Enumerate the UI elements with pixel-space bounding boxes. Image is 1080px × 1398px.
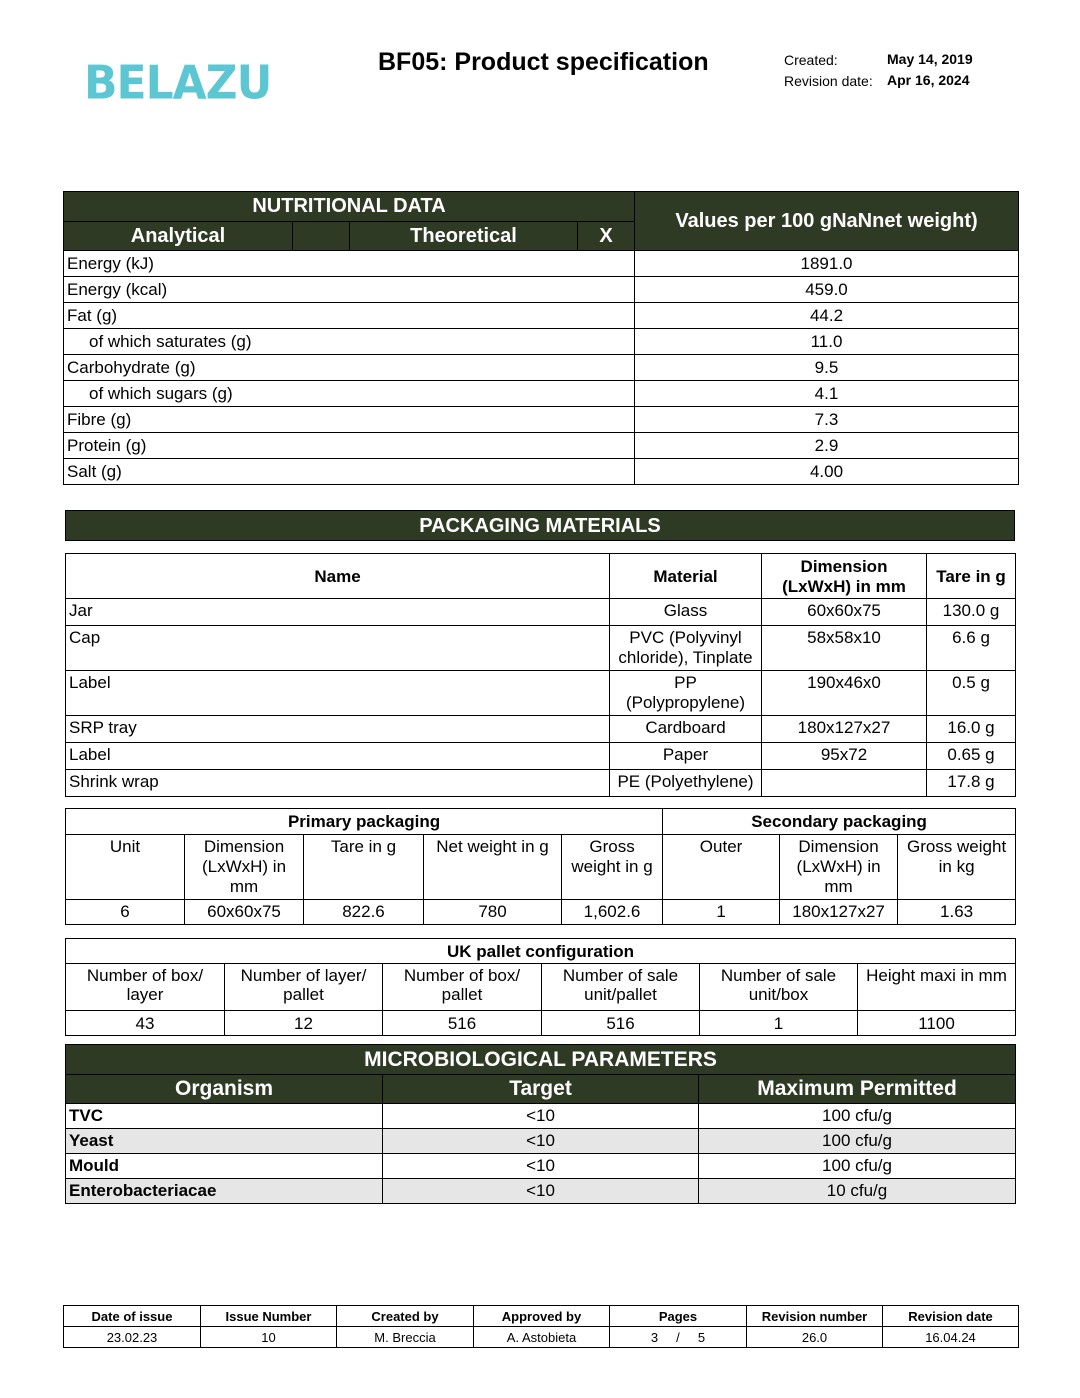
- tare-header: Tare in g: [927, 554, 1016, 599]
- revision-number-header: Revision number: [747, 1306, 883, 1327]
- nutrient-label: Salt (g): [64, 459, 635, 485]
- packaging-material: PE (Polyethylene): [610, 770, 762, 797]
- max-permitted-value: 100 cfu/g: [699, 1104, 1016, 1129]
- boxes-per-layer-value: 43: [66, 1011, 225, 1036]
- nutrient-label: Energy (kJ): [64, 251, 635, 277]
- packaging-name: Label: [66, 671, 610, 716]
- packaging-material: PVC (Polyvinyl chloride), Tinplate: [610, 626, 762, 671]
- analytical-header: Analytical: [64, 222, 293, 251]
- primary-packaging-title: Primary packaging: [66, 809, 663, 835]
- pallet-config-title: UK pallet configuration: [66, 939, 1016, 964]
- target-value: <10: [383, 1179, 699, 1204]
- document-footer-table: [63, 1305, 1019, 1348]
- net-weight-header: Net weight in g: [424, 835, 562, 900]
- organism-name: Mould: [66, 1154, 383, 1179]
- dimension-header: Dimension (LxWxH) in mm: [762, 554, 927, 599]
- max-permitted-value: 100 cfu/g: [699, 1129, 1016, 1154]
- created-by-header: Created by: [337, 1306, 474, 1327]
- revision-date-header: Revision date: [883, 1306, 1019, 1327]
- packaging-material: PP (Polypropylene): [610, 671, 762, 716]
- nutrient-label: Fibre (g): [64, 407, 635, 433]
- theoretical-mark: X: [578, 222, 635, 251]
- max-permitted-header: Maximum Permitted: [699, 1075, 1016, 1104]
- nutrient-label: Energy (kcal): [64, 277, 635, 303]
- packaging-name: Jar: [66, 599, 610, 626]
- packaging-dimension: 190x46x0: [762, 671, 927, 716]
- microbiological-title: MICROBIOLOGICAL PARAMETERS: [66, 1045, 1016, 1075]
- target-value: <10: [383, 1104, 699, 1129]
- nutrition-table: [63, 191, 1019, 485]
- units-per-pallet-value: 516: [542, 1011, 700, 1036]
- packaging-tare: 16.0 g: [927, 716, 1016, 743]
- secondary-dimension-value: 180x127x27: [780, 900, 898, 925]
- max-permitted-value: 100 cfu/g: [699, 1154, 1016, 1179]
- packaging-dimension: 180x127x27: [762, 716, 927, 743]
- revision-date-value: 16.04.24: [883, 1327, 1019, 1348]
- layers-per-pallet-value: 12: [225, 1011, 383, 1036]
- revision-date-value: Apr 16, 2024: [887, 72, 970, 88]
- page-title: BF05: Product specification: [378, 48, 709, 76]
- packaging-dimension: 95x72: [762, 743, 927, 770]
- name-header: Name: [66, 554, 610, 599]
- gross-weight-kg-header: Gross weight in kg: [898, 835, 1016, 900]
- max-height-value: 1100: [858, 1011, 1016, 1036]
- boxes-per-layer-header: Number of box/ layer: [66, 964, 225, 1011]
- packaging-name: Shrink wrap: [66, 770, 610, 797]
- nutrient-label: Protein (g): [64, 433, 635, 459]
- nutrient-label: Carbohydrate (g): [64, 355, 635, 381]
- unit-header: Unit: [66, 835, 185, 900]
- unit-value: 6: [66, 900, 185, 925]
- packaging-name: SRP tray: [66, 716, 610, 743]
- nutrient-value: 459.0: [635, 277, 1019, 303]
- nutrient-value: 1891.0: [635, 251, 1019, 277]
- packaging-tare: 6.6 g: [927, 626, 1016, 671]
- units-per-pallet-header: Number of sale unit/pallet: [542, 964, 700, 1011]
- target-value: <10: [383, 1129, 699, 1154]
- analytical-mark-cell: [293, 222, 350, 251]
- gross-weight-value: 1,602.6: [562, 900, 663, 925]
- material-header: Material: [610, 554, 762, 599]
- date-of-issue-value: 23.02.23: [64, 1327, 201, 1348]
- primary-dimension-value: 60x60x75: [185, 900, 304, 925]
- packaging-tare: 0.5 g: [927, 671, 1016, 716]
- organism-name: TVC: [66, 1104, 383, 1129]
- target-header: Target: [383, 1075, 699, 1104]
- organism-name: Enterobacteriacae: [66, 1179, 383, 1204]
- theoretical-header: Theoretical: [350, 222, 578, 251]
- approved-by-header: Approved by: [474, 1306, 610, 1327]
- outer-value: 1: [663, 900, 780, 925]
- primary-secondary-packaging-table: [65, 808, 1016, 925]
- packaging-name: Label: [66, 743, 610, 770]
- created-by-value: M. Breccia: [337, 1327, 474, 1348]
- nutrient-value: 4.00: [635, 459, 1019, 485]
- packaging-title: PACKAGING MATERIALS: [65, 510, 1015, 541]
- tare-value: 822.6: [304, 900, 424, 925]
- revision-number-value: 26.0: [747, 1327, 883, 1348]
- max-height-header: Height maxi in mm: [858, 964, 1016, 1011]
- primary-dimension-header: Dimension (LxWxH) in mm: [185, 835, 304, 900]
- nutrient-value: 4.1: [635, 381, 1019, 407]
- secondary-dimension-header: Dimension (LxWxH) in mm: [780, 835, 898, 900]
- nutrient-value: 44.2: [635, 303, 1019, 329]
- company-logo: BELAZU: [84, 56, 272, 111]
- nutrient-label: Fat (g): [64, 303, 635, 329]
- target-value: <10: [383, 1154, 699, 1179]
- packaging-name: Cap: [66, 626, 610, 671]
- packaging-tare: 17.8 g: [927, 770, 1016, 797]
- packaging-material: Paper: [610, 743, 762, 770]
- packaging-dimension: 58x58x10: [762, 626, 927, 671]
- packaging-material: Cardboard: [610, 716, 762, 743]
- pages-header: Pages: [610, 1306, 747, 1327]
- gross-weight-kg-value: 1.63: [898, 900, 1016, 925]
- layers-per-pallet-header: Number of layer/ pallet: [225, 964, 383, 1011]
- approved-by-value: A. Astobieta: [474, 1327, 610, 1348]
- issue-number-header: Issue Number: [201, 1306, 337, 1327]
- nutrition-title: NUTRITIONAL DATA: [64, 192, 635, 222]
- packaging-dimension: [762, 770, 927, 797]
- max-permitted-value: 10 cfu/g: [699, 1179, 1016, 1204]
- created-label: Created:: [784, 52, 838, 68]
- nutrient-value: 11.0: [635, 329, 1019, 355]
- packaging-tare: 130.0 g: [927, 599, 1016, 626]
- pallet-config-table: [65, 938, 1016, 1036]
- nutrient-value: 9.5: [635, 355, 1019, 381]
- packaging-material: Glass: [610, 599, 762, 626]
- created-value: May 14, 2019: [887, 51, 973, 67]
- net-weight-value: 780: [424, 900, 562, 925]
- pages-value: 3 / 5: [610, 1327, 747, 1348]
- nutrient-label: of which saturates (g): [64, 329, 635, 355]
- issue-number-value: 10: [201, 1327, 337, 1348]
- units-per-box-value: 1: [700, 1011, 858, 1036]
- tare-header: Tare in g: [304, 835, 424, 900]
- boxes-per-pallet-header: Number of box/ pallet: [383, 964, 542, 1011]
- organism-name: Yeast: [66, 1129, 383, 1154]
- secondary-packaging-title: Secondary packaging: [663, 809, 1016, 835]
- revision-date-label: Revision date:: [784, 73, 873, 89]
- packaging-table: [65, 553, 1016, 797]
- units-per-box-header: Number of sale unit/box: [700, 964, 858, 1011]
- packaging-tare: 0.65 g: [927, 743, 1016, 770]
- nutrient-label: of which sugars (g): [64, 381, 635, 407]
- values-per-100g-header: Values per 100 gNaNnet weight): [635, 192, 1019, 251]
- nutrient-value: 2.9: [635, 433, 1019, 459]
- organism-header: Organism: [66, 1075, 383, 1104]
- gross-weight-header: Gross weight in g: [562, 835, 663, 900]
- nutrient-value: 7.3: [635, 407, 1019, 433]
- packaging-dimension: 60x60x75: [762, 599, 927, 626]
- date-of-issue-header: Date of issue: [64, 1306, 201, 1327]
- outer-header: Outer: [663, 835, 780, 900]
- microbiological-table: [65, 1044, 1016, 1204]
- boxes-per-pallet-value: 516: [383, 1011, 542, 1036]
